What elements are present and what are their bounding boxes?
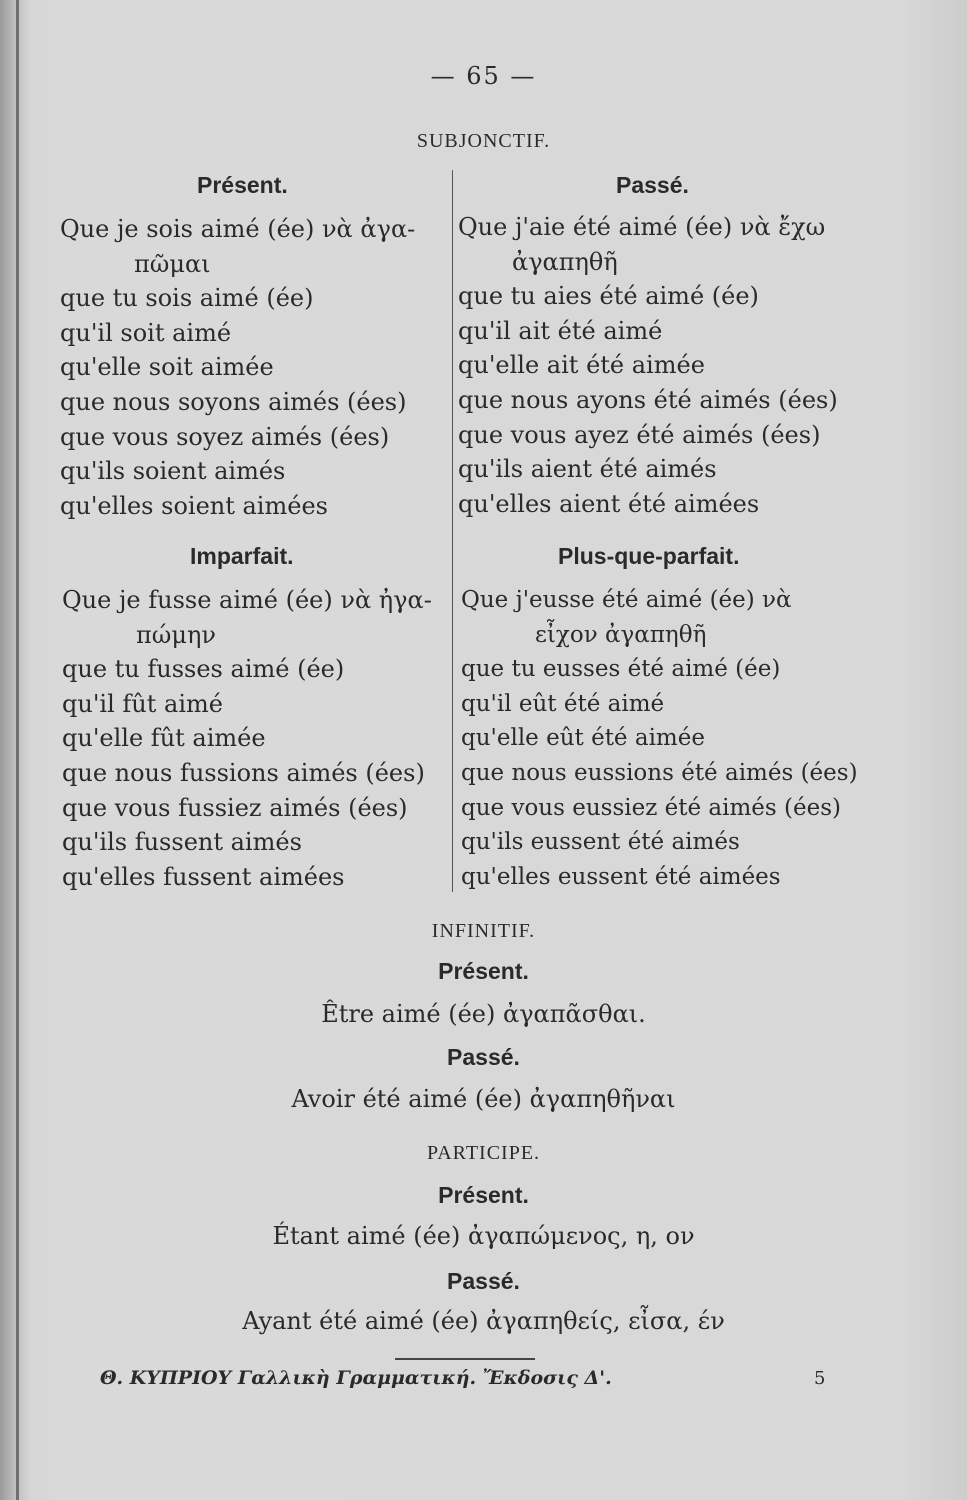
conjugation-line: qu'il fût aimé xyxy=(62,689,223,718)
conjugation-line: qu'elles aient été aimées xyxy=(458,489,760,518)
conjugation-line: qu'ils aient été aimés xyxy=(458,455,717,484)
sheet-number: 5 xyxy=(814,1368,826,1389)
conjugation-line: que vous ayez été aimés (ées) xyxy=(458,420,821,449)
present-title: Présent. xyxy=(197,172,288,198)
conjugation-line: qu'elle eût été aimée xyxy=(461,725,705,752)
conjugation-line: que vous eussiez été aimés (ées) xyxy=(461,794,842,821)
conjugation-line: Que je fusse aimé (ée) νὰ ἠγα- xyxy=(62,586,432,614)
conjugation-line: qu'elle ait été aimée xyxy=(458,351,705,380)
conjugation-line: qu'elles eussent été aimées xyxy=(461,863,781,890)
conjugation-line: Que je sois aimé (ée) νὰ ἀγα- xyxy=(60,215,416,243)
conjugation-line: que tu aies été aimé (ée) xyxy=(458,282,759,311)
passe-column xyxy=(458,210,838,521)
conjugation-line: que tu fusses aimé (ée) xyxy=(62,655,345,684)
conjugation-line: qu'elles fussent aimées xyxy=(62,862,345,891)
participe-present-text: Étant aimé (ée) ἀγαπώμενος, η, ον xyxy=(272,1222,695,1250)
conjugation-line: Que j'eusse été aimé (ée) νὰ xyxy=(461,587,792,613)
conjugation-line: que nous eussions été aimés (ées) xyxy=(461,759,858,786)
plus-que-parfait-column xyxy=(461,583,858,894)
participe-passe-text: Ayant été aimé (ée) ἀγαπηθείς, εἶσα, έν xyxy=(242,1307,725,1335)
conjugation-line: qu'il eût été aimé xyxy=(461,690,665,717)
infinitif-passe-title: Passé. xyxy=(447,1044,520,1070)
conjugation-line: πώμην xyxy=(136,620,216,649)
conjugation-line: qu'il soit aimé xyxy=(60,318,232,347)
conjugation-line: que nous soyons aimés (ées) xyxy=(60,387,407,416)
conjugation-line: qu'elles soient aimées xyxy=(60,491,328,520)
imparfait-column xyxy=(62,583,432,894)
conjugation-line: que nous fussions aimés (ées) xyxy=(62,758,425,787)
conjugation-line: qu'ils soient aimés xyxy=(60,457,286,486)
participe-present-title: Présent. xyxy=(438,1182,529,1208)
footer-rule xyxy=(395,1358,535,1360)
conjugation-line: qu'elle fût aimée xyxy=(62,724,266,753)
conjugation-line: que vous fussiez aimés (ées) xyxy=(62,793,408,822)
infinitif-passe-text: Avoir été aimé (ée) ἀγαπηθῆναι xyxy=(291,1085,676,1113)
column-divider xyxy=(452,170,453,892)
subjonctif-heading: SUBJONCTIF. xyxy=(416,130,551,152)
imparfait-title: Imparfait. xyxy=(190,543,294,569)
plus-que-parfait-title: Plus-que-parfait. xyxy=(558,543,740,569)
conjugation-line: εἶχον ἀγαπηθῆ xyxy=(535,621,707,648)
infinitif-present-title: Présent. xyxy=(438,958,529,984)
conjugation-line: que nous ayons été aimés (ées) xyxy=(458,385,838,414)
conjugation-line: qu'ils fussent aimés xyxy=(62,828,302,857)
conjugation-line: qu'il ait été aimé xyxy=(458,316,663,345)
participe-passe-title: Passé. xyxy=(447,1268,520,1294)
infinitif-present-text: Être aimé (ée) ἀγαπᾶσθαι. xyxy=(321,1000,646,1028)
present-column xyxy=(60,212,415,523)
conjugation-line: qu'ils eussent été aimés xyxy=(461,829,740,856)
conjugation-line: Que j'aie été aimé (ée) νὰ ἔχω xyxy=(458,213,826,241)
conjugation-line: que vous soyez aimés (ées) xyxy=(60,422,390,451)
participe-heading: PARTICIPE. xyxy=(426,1142,541,1164)
conjugation-line: πῶμαι xyxy=(134,249,211,278)
conjugation-line: que tu sois aimé (ée) xyxy=(60,284,314,313)
page-number: — 65 — xyxy=(430,62,537,90)
conjugation-line: qu'elle soit aimée xyxy=(60,353,274,382)
infinitif-heading: INFINITIF. xyxy=(431,920,536,942)
passe-title: Passé. xyxy=(616,172,689,198)
footer-credit: Θ. ΚΥΠΡΙΟΥ Γαλλικὴ Γραμματική. Ἔκδοσις Δ'. xyxy=(100,1367,612,1389)
conjugation-line: ἀγαπηθῆ xyxy=(512,247,618,276)
conjugation-line: que tu eusses été aimé (ée) xyxy=(461,656,781,683)
